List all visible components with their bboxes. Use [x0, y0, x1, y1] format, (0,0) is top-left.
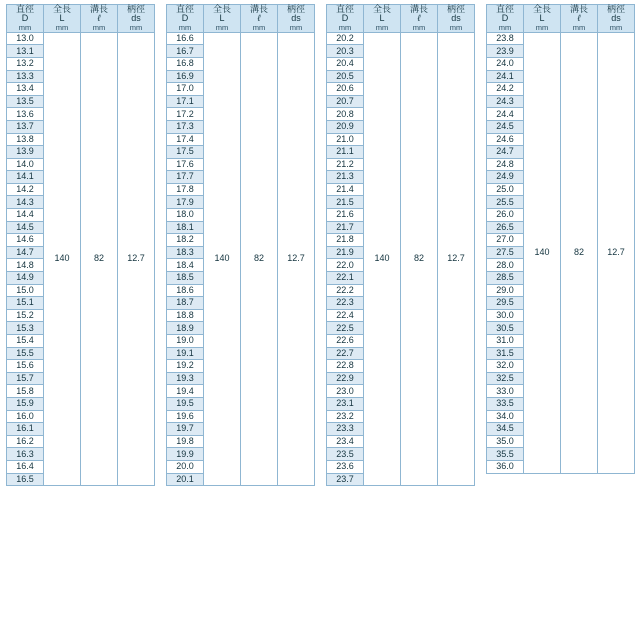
header-flute-symbol: ℓ: [417, 13, 421, 24]
cell-diameter: 32.0: [487, 360, 524, 373]
table-body-1: [7, 32, 155, 485]
cell-diameter: 23.9: [487, 45, 524, 58]
header-diameter-main: 直徑: [15, 4, 34, 14]
header-diameter: [7, 5, 44, 33]
cell-diameter: 23.1: [327, 397, 364, 410]
cell-diameter: 20.5: [327, 70, 364, 83]
cell-diameter: 13.6: [7, 108, 44, 121]
cell-diameter: 23.2: [327, 410, 364, 423]
header-flute-symbol: ℓ: [577, 13, 581, 24]
cell-diameter: 19.8: [167, 435, 204, 448]
cell-diameter: 20.0: [167, 460, 204, 473]
header-length-main: 全長: [212, 4, 231, 14]
cell-diameter: 18.3: [167, 246, 204, 259]
cell-length: 140: [44, 32, 81, 485]
cell-diameter: 20.3: [327, 45, 364, 58]
cell-diameter: 20.1: [167, 473, 204, 486]
header-diameter-unit: mm: [18, 22, 32, 32]
cell-flute: 82: [241, 32, 278, 485]
header-length-unit: mm: [535, 22, 549, 32]
cell-diameter: 18.4: [167, 259, 204, 272]
header-diameter-unit: mm: [178, 22, 192, 32]
cell-diameter: 23.6: [327, 460, 364, 473]
cell-diameter: 16.2: [7, 435, 44, 448]
cell-diameter: 13.9: [7, 146, 44, 159]
header-length: [364, 5, 401, 33]
cell-diameter: 19.5: [167, 397, 204, 410]
cell-diameter: 22.2: [327, 284, 364, 297]
cell-diameter: 20.7: [327, 95, 364, 108]
cell-flute: 82: [401, 32, 438, 485]
cell-diameter: 24.9: [487, 171, 524, 184]
header-diameter-main: 直徑: [335, 4, 354, 14]
cell-diameter: 18.9: [167, 322, 204, 335]
cell-diameter: 18.2: [167, 234, 204, 247]
header-shank: [118, 5, 155, 33]
cell-diameter: 34.5: [487, 423, 524, 436]
cell-diameter: 15.4: [7, 335, 44, 348]
header-shank-symbol: ds: [291, 13, 301, 24]
header-shank-unit: mm: [609, 22, 623, 32]
header-flute: [81, 5, 118, 33]
cell-diameter: 19.3: [167, 372, 204, 385]
cell-diameter: 20.2: [327, 32, 364, 45]
cell-diameter: 13.0: [7, 32, 44, 45]
cell-diameter: 24.3: [487, 95, 524, 108]
table-block-1: [0, 0, 160, 640]
cell-flute: 82: [81, 32, 118, 485]
cell-diameter: 22.5: [327, 322, 364, 335]
cell-diameter: 27.5: [487, 246, 524, 259]
cell-diameter: 16.7: [167, 45, 204, 58]
cell-diameter: 20.6: [327, 83, 364, 96]
cell-diameter: 24.8: [487, 158, 524, 171]
cell-diameter: 30.5: [487, 322, 524, 335]
cell-diameter: 24.7: [487, 146, 524, 159]
cell-diameter: 21.9: [327, 246, 364, 259]
cell-diameter: 17.5: [167, 146, 204, 159]
header-shank-main: 柄徑: [286, 4, 305, 14]
cell-diameter: 21.8: [327, 234, 364, 247]
cell-diameter: 23.4: [327, 435, 364, 448]
cell-diameter: 13.5: [7, 95, 44, 108]
cell-diameter: 19.1: [167, 347, 204, 360]
cell-diameter: 20.4: [327, 57, 364, 70]
header-length-unit: mm: [375, 22, 389, 32]
cell-shank: 12.7: [598, 32, 635, 473]
cell-diameter: 14.1: [7, 171, 44, 184]
cell-diameter: 17.8: [167, 183, 204, 196]
header-shank-main: 柄徑: [126, 4, 145, 14]
header-flute: [401, 5, 438, 33]
header-shank-main: 柄徑: [446, 4, 465, 14]
cell-diameter: 13.3: [7, 70, 44, 83]
cell-diameter: 24.5: [487, 120, 524, 133]
cell-diameter: 15.7: [7, 372, 44, 385]
header-diameter: [167, 5, 204, 33]
header-shank: [438, 5, 475, 33]
cell-diameter: 15.8: [7, 385, 44, 398]
header-diameter-symbol: D: [181, 13, 189, 24]
cell-diameter: 17.4: [167, 133, 204, 146]
cell-diameter: 14.9: [7, 272, 44, 285]
cell-diameter: 21.4: [327, 183, 364, 196]
header-diameter: [487, 5, 524, 33]
table-header-row: [487, 5, 635, 33]
cell-diameter: 16.0: [7, 410, 44, 423]
header-shank-unit: mm: [449, 22, 463, 32]
cell-diameter: 21.1: [327, 146, 364, 159]
cell-diameter: 23.0: [327, 385, 364, 398]
header-flute-symbol: ℓ: [257, 13, 261, 24]
cell-diameter: 31.0: [487, 335, 524, 348]
cell-diameter: 16.8: [167, 57, 204, 70]
header-flute: [561, 5, 598, 33]
header-shank-symbol: ds: [611, 13, 621, 24]
header-length-main: 全長: [532, 4, 551, 14]
cell-diameter: 14.2: [7, 183, 44, 196]
cell-diameter: 23.3: [327, 423, 364, 436]
cell-diameter: 25.0: [487, 183, 524, 196]
header-length-unit: mm: [55, 22, 69, 32]
cell-diameter: 17.0: [167, 83, 204, 96]
cell-diameter: 15.1: [7, 297, 44, 310]
header-flute-unit: mm: [572, 22, 586, 32]
cell-diameter: 19.4: [167, 385, 204, 398]
header-diameter-symbol: D: [341, 13, 349, 24]
cell-diameter: 21.5: [327, 196, 364, 209]
cell-diameter: 29.5: [487, 297, 524, 310]
table-row: [487, 32, 635, 45]
cell-diameter: 16.9: [167, 70, 204, 83]
cell-diameter: 18.6: [167, 284, 204, 297]
header-length-unit: mm: [215, 22, 229, 32]
header-shank-unit: mm: [289, 22, 303, 32]
cell-diameter: 33.0: [487, 385, 524, 398]
cell-diameter: 20.9: [327, 120, 364, 133]
table-header-row: [167, 5, 315, 33]
cell-diameter: 15.0: [7, 284, 44, 297]
cell-diameter: 21.7: [327, 221, 364, 234]
cell-diameter: 19.2: [167, 360, 204, 373]
cell-shank: 12.7: [438, 32, 475, 485]
header-flute-symbol: ℓ: [97, 13, 101, 24]
cell-diameter: 13.2: [7, 57, 44, 70]
cell-diameter: 16.4: [7, 460, 44, 473]
spec-table-2: [166, 4, 315, 486]
cell-diameter: 22.7: [327, 347, 364, 360]
cell-diameter: 18.7: [167, 297, 204, 310]
header-length-symbol: L: [219, 13, 225, 24]
cell-diameter: 15.5: [7, 347, 44, 360]
cell-diameter: 21.0: [327, 133, 364, 146]
header-diameter: [327, 5, 364, 33]
cell-diameter: 36.0: [487, 460, 524, 473]
cell-diameter: 16.5: [7, 473, 44, 486]
cell-diameter: 13.7: [7, 120, 44, 133]
header-length-main: 全長: [52, 4, 71, 14]
table-row: [327, 32, 475, 45]
cell-diameter: 16.1: [7, 423, 44, 436]
header-length-symbol: L: [59, 13, 65, 24]
cell-diameter: 13.8: [7, 133, 44, 146]
header-length: [204, 5, 241, 33]
header-diameter-symbol: D: [21, 13, 29, 24]
cell-diameter: 18.5: [167, 272, 204, 285]
cell-diameter: 24.6: [487, 133, 524, 146]
cell-diameter: 17.9: [167, 196, 204, 209]
cell-diameter: 19.6: [167, 410, 204, 423]
cell-diameter: 33.5: [487, 397, 524, 410]
cell-diameter: 28.5: [487, 272, 524, 285]
cell-diameter: 15.2: [7, 309, 44, 322]
cell-diameter: 15.3: [7, 322, 44, 335]
cell-diameter: 14.6: [7, 234, 44, 247]
header-flute-main: 溝長: [569, 4, 588, 14]
table-block-2: [160, 0, 320, 640]
cell-flute: 82: [561, 32, 598, 473]
cell-diameter: 22.6: [327, 335, 364, 348]
cell-diameter: 35.0: [487, 435, 524, 448]
header-diameter-unit: mm: [338, 22, 352, 32]
header-shank-unit: mm: [129, 22, 143, 32]
header-flute-unit: mm: [412, 22, 426, 32]
cell-diameter: 19.0: [167, 335, 204, 348]
cell-diameter: 15.6: [7, 360, 44, 373]
header-flute-main: 溝長: [409, 4, 428, 14]
cell-diameter: 19.7: [167, 423, 204, 436]
cell-diameter: 28.0: [487, 259, 524, 272]
table-body-2: [167, 32, 315, 485]
cell-diameter: 27.0: [487, 234, 524, 247]
header-diameter-main: 直徑: [175, 4, 194, 14]
cell-diameter: 23.7: [327, 473, 364, 486]
cell-shank: 12.7: [118, 32, 155, 485]
cell-diameter: 29.0: [487, 284, 524, 297]
table-body-3: [327, 32, 475, 485]
cell-diameter: 14.5: [7, 221, 44, 234]
cell-length: 140: [364, 32, 401, 485]
header-length: [524, 5, 561, 33]
header-length-symbol: L: [379, 13, 385, 24]
cell-diameter: 22.1: [327, 272, 364, 285]
cell-diameter: 31.5: [487, 347, 524, 360]
header-shank-symbol: ds: [451, 13, 461, 24]
table-header-row: [327, 5, 475, 33]
cell-length: 140: [524, 32, 561, 473]
cell-diameter: 16.6: [167, 32, 204, 45]
cell-diameter: 32.5: [487, 372, 524, 385]
cell-diameter: 19.9: [167, 448, 204, 461]
cell-diameter: 15.9: [7, 397, 44, 410]
cell-diameter: 17.3: [167, 120, 204, 133]
cell-diameter: 20.8: [327, 108, 364, 121]
cell-diameter: 21.2: [327, 158, 364, 171]
cell-diameter: 22.0: [327, 259, 364, 272]
cell-diameter: 18.0: [167, 209, 204, 222]
cell-diameter: 16.3: [7, 448, 44, 461]
cell-diameter: 13.1: [7, 45, 44, 58]
table-header-row: [7, 5, 155, 33]
cell-diameter: 21.6: [327, 209, 364, 222]
table-row: [167, 32, 315, 45]
cell-diameter: 22.4: [327, 309, 364, 322]
header-length-main: 全長: [372, 4, 391, 14]
cell-diameter: 24.2: [487, 83, 524, 96]
cell-diameter: 34.0: [487, 410, 524, 423]
cell-diameter: 24.0: [487, 57, 524, 70]
table-block-4: [480, 0, 640, 640]
cell-diameter: 13.4: [7, 83, 44, 96]
spec-table-4: [486, 4, 635, 474]
table-body-4: [487, 32, 635, 473]
header-diameter-unit: mm: [498, 22, 512, 32]
cell-diameter: 18.8: [167, 309, 204, 322]
cell-shank: 12.7: [278, 32, 315, 485]
header-length: [44, 5, 81, 33]
cell-diameter: 23.5: [327, 448, 364, 461]
header-shank: [278, 5, 315, 33]
header-flute: [241, 5, 278, 33]
header-diameter-main: 直徑: [495, 4, 514, 14]
cell-diameter: 17.6: [167, 158, 204, 171]
spec-table-3: [326, 4, 475, 486]
cell-diameter: 26.5: [487, 221, 524, 234]
cell-diameter: 26.0: [487, 209, 524, 222]
cell-diameter: 22.3: [327, 297, 364, 310]
spec-table-1: [6, 4, 155, 486]
table-row: [7, 32, 155, 45]
header-shank-main: 柄徑: [606, 4, 625, 14]
cell-diameter: 17.2: [167, 108, 204, 121]
cell-diameter: 35.5: [487, 448, 524, 461]
cell-diameter: 21.3: [327, 171, 364, 184]
header-flute-unit: mm: [92, 22, 106, 32]
header-shank: [598, 5, 635, 33]
cell-diameter: 14.7: [7, 246, 44, 259]
cell-diameter: 17.7: [167, 171, 204, 184]
header-flute-unit: mm: [252, 22, 266, 32]
table-block-3: [320, 0, 480, 640]
header-length-symbol: L: [539, 13, 545, 24]
header-diameter-symbol: D: [501, 13, 509, 24]
cell-diameter: 17.1: [167, 95, 204, 108]
cell-diameter: 18.1: [167, 221, 204, 234]
cell-diameter: 25.5: [487, 196, 524, 209]
cell-diameter: 14.3: [7, 196, 44, 209]
cell-diameter: 14.8: [7, 259, 44, 272]
cell-diameter: 30.0: [487, 309, 524, 322]
header-shank-symbol: ds: [131, 13, 141, 24]
cell-diameter: 14.0: [7, 158, 44, 171]
cell-length: 140: [204, 32, 241, 485]
cell-diameter: 14.4: [7, 209, 44, 222]
cell-diameter: 24.1: [487, 70, 524, 83]
header-flute-main: 溝長: [249, 4, 268, 14]
header-flute-main: 溝長: [89, 4, 108, 14]
cell-diameter: 22.9: [327, 372, 364, 385]
cell-diameter: 24.4: [487, 108, 524, 121]
cell-diameter: 23.8: [487, 32, 524, 45]
cell-diameter: 22.8: [327, 360, 364, 373]
